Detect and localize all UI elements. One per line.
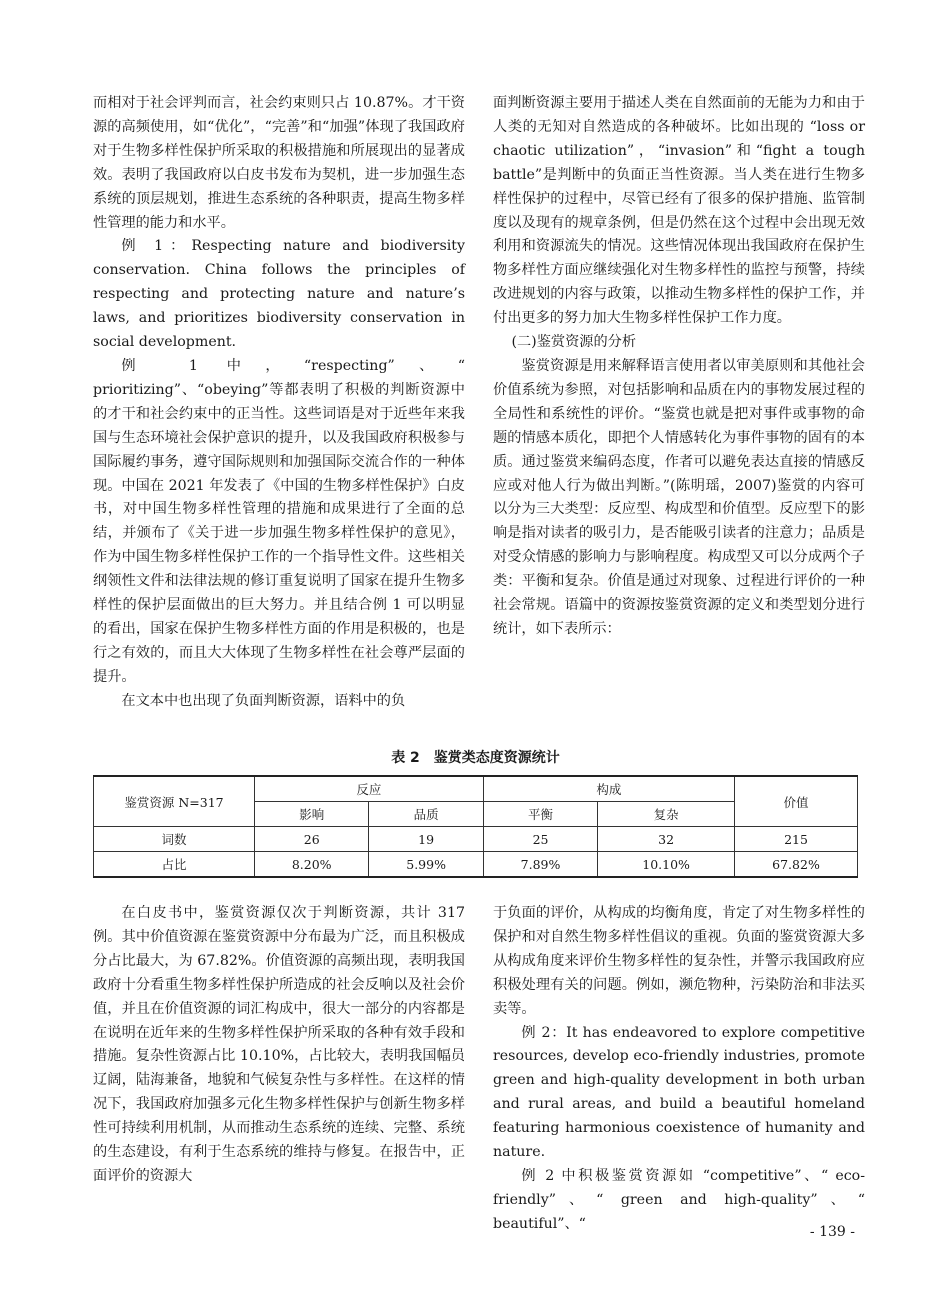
- paragraph: 在白皮书中，鉴赏资源仅次于判断资源，共计 317 例。其中价值资源在鉴赏资源中分布最为广泛，而且积极成分占比最大，为 67.82%。价值资源的高频出现，表明我国政府十分看重生物多样性保护所造成的社会反响以及社会价值，并且在价值资源的词汇构成中，很大一部分的内容都是在说明在近年来的生物多样性保护所采取的各种有效手段和措施。复杂性资源占比 10.10%，占比较大，表明我国幅员辽阔，陆海兼备，地貌和气候复杂性与多样性。在这样的情况下，我国政府加强多元化生物多样性保护与创新生物多样性可持续利用机制，从而推动生态系统的连续、完整、系统的生态建设，有利于生态系统的维持与修复。在报告中，正面评价的资源大: [93, 905, 465, 1184]
- header-impact: 影响: [255, 802, 369, 827]
- header-quality: 品质: [369, 802, 483, 827]
- table-cell: 32: [598, 827, 735, 852]
- table-cell: 5.99%: [369, 852, 483, 878]
- paragraph: 于负面的评价，从构成的均衡角度，肯定了对生物多样性的保护和对自然生物多样性倡议的重视。负面的鉴赏资源大多从构成角度来评价生物多样性的复杂性，并警示我国政府应积极处理有关的问题。例如，濒危物种，污染防治和非法买卖等。: [493, 905, 865, 1017]
- paragraph: 而相对于社会评判而言，社会约束则只占 10.87%。才干资源的高频使用，如“优化”，“完善”和“加强”体现了我国政府对于生物多样性保护所采取的积极措施和所展现出的显著成效。表明了我国政府以白皮书发布为契机，进一步加强生态系统的顶层规划，推进生态系统的各种职责，提高生物多样性管理的能力和水平。: [93, 95, 465, 231]
- row-label: 词数: [94, 827, 255, 852]
- paragraph: 例 2 中积极鉴赏资源如 “competitive”、“ eco-friendly”、“ green and high-quality”、“ beautiful”、“: [493, 1167, 865, 1232]
- header-composition: 构成: [483, 776, 734, 802]
- column-top-left: [93, 92, 465, 714]
- table-caption: 表 2 鉴赏类态度资源统计: [391, 750, 560, 766]
- header-complexity: 复杂: [598, 802, 735, 827]
- appreciation-table: [93, 775, 858, 878]
- table-cell: 8.20%: [255, 852, 369, 878]
- paragraph: 面判断资源主要用于描述人类在自然面前的无能为力和由于人类的无知对自然造成的各种破坏。比如出现的 “loss or chaotic utilization”，“invasion”和“fight a tough battle”是判断中的负面正当性资源。当人类在进行生物多样性保护的过程中，尽管已经有了很多的保护措施、监管制度以及现有的规章条例，但是仍然在这个过程中会出现无效利用和资源流失的情况。这些情况体现出我国政府在保护生物多样性方面应继续强化对生物多样性的监控与预警，持续改进规划的内容与政策，以推动生物多样性的保护工作，并付出更多的努力加大生物多样性保护工作力度。: [493, 95, 865, 327]
- table-cell: 26: [255, 827, 369, 852]
- table-corner-header: 鉴赏资源 N=317: [94, 776, 255, 827]
- table-cell: 7.89%: [483, 852, 597, 878]
- table-row: [94, 827, 858, 852]
- header-reaction: 反应: [255, 776, 484, 802]
- column-top-right: [493, 92, 865, 642]
- table-row: [94, 852, 858, 878]
- paragraph: 鉴赏资源是用来解释语言使用者以审美原则和其他社会价值系统为参照，对包括影响和品质在内的事物发展过程的全局性和系统性的评价。“鉴赏也就是把对事件或事物的命题的情感本质化，即把个人情感转化为事件事物的固有的本质。通过鉴赏来编码态度，作者可以避免表达直接的情感反应或对他人行为做出判断。”(陈明瑶，2007)鉴赏的内容可以分为三大类型：反应型、构成型和价值型。反应型下的影响是指对读者的吸引力，是否能吸引读者的注意力；品质是对受众情感的影响力与影响程度。构成型又可以分成两个子类：平衡和复杂。价值是通过对现象、过程进行评价的一种社会常规。语篇中的资源按鉴赏资源的定义和类型划分进行统计，如下表所示：: [493, 357, 865, 637]
- page-number: - 139 -: [809, 1224, 855, 1240]
- table-cell: 19: [369, 827, 483, 852]
- table-cell: 25: [483, 827, 597, 852]
- paragraph: 例 1 中，“respecting”、“ prioritizing”、“obeying”等都表明了积极的判断资源中的才干和社会约束中的正当性。这些词语是对于近些年来我国与生态环境社会保护意识的提升，以及我国政府积极参与国际履约事务，遵守国际规则和加强国际交流合作的一种体现。中国在 2021 年发表了《中国的生物多样性保护》白皮书，对中国生物多样性管理的措施和成果进行了全面的总结，并颁布了《关于进一步加强生物多样性保护的意见》，作为中国生物多样性保护工作的一个指导性文件。这些相关纲领性文件和法律法规的修订重复说明了国家在提升生物多样性的保护层面做出的巨大努力。并且结合例 1 可以明显的看出，国家在保护生物多样性方面的作用是积极的，也是行之有效的，而且大大体现了生物多样性在社会尊严层面的提升。: [93, 357, 465, 685]
- table-cell: 67.82%: [735, 852, 858, 878]
- header-balance: 平衡: [483, 802, 597, 827]
- row-label: 占比: [94, 852, 255, 878]
- header-value: 价值: [735, 776, 858, 827]
- column-bottom-left: [93, 902, 465, 1189]
- paragraph-example-2: 例 2：It has endeavored to explore competitive resources, develop eco-friendly industries, promote green and high-quality development in both urban and rural areas, and build a beautiful homeland featuring harmonious coexistence of humanity and nature.: [493, 1024, 865, 1161]
- paragraph: 在文本中也出现了负面判断资源，语料中的负: [121, 692, 406, 709]
- table-cell: 215: [735, 827, 858, 852]
- paragraph-example-1: 例 1：Respecting nature and biodiversity conservation. China follows the principles of respecting and protecting nature and nature’s laws, and prioritizes biodiversity conservation in social development.: [93, 238, 465, 351]
- column-bottom-right: [493, 902, 865, 1237]
- section-heading: (二)鉴赏资源的分析: [511, 334, 637, 351]
- table-cell: 10.10%: [598, 852, 735, 878]
